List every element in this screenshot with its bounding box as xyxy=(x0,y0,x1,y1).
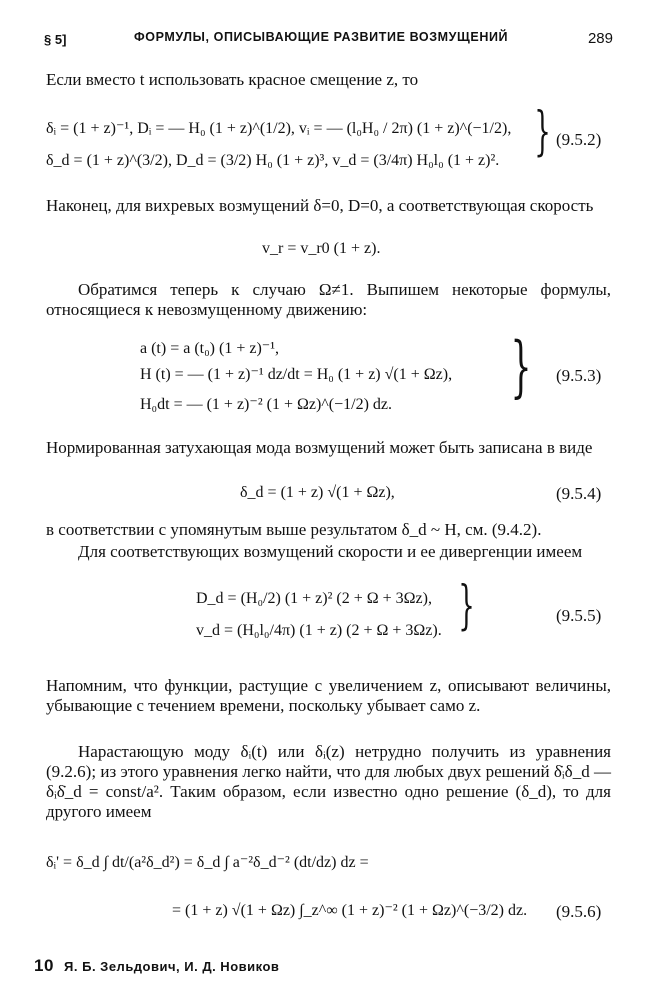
equation-number-9-5-5: (9.5.5) xyxy=(556,606,602,625)
page-number: 289 xyxy=(587,30,613,47)
equation-9-5-4: δ_d = (1 + z) √(1 + Ωz), xyxy=(240,484,395,501)
equation-9-5-3-line1: a (t) = a (t₀) (1 + z)⁻¹, xyxy=(140,340,280,357)
equation-number-9-5-6: (9.5.6) xyxy=(556,902,602,921)
paragraph-intro: Если вместо t использовать красное смещение z, то xyxy=(46,70,419,89)
paragraph-decaying-mode: Нормированная затухающая мода возмущений может быть записана в виде xyxy=(46,438,593,457)
paragraph-accordance: в соответствии с упомянутым выше результатом δ_d ~ H, см. (9.4.2). xyxy=(46,520,542,539)
equation-9-5-2-line1: δᵢ = (1 + z)⁻¹, Dᵢ = — H₀ (1 + z)^(1/2), vᵢ = — (l₀H₀ / 2π) (1 + z)^(−1/2), xyxy=(46,120,512,137)
paragraph-reminder: Напомним, что функции, растущие с увеличением z, описывают величины, убывающие с течением времени, поскольку убывает само z. xyxy=(46,676,611,715)
right-brace: } xyxy=(458,576,475,636)
paragraph-velocity: Для соответствующих возмущений скорости и ее дивергенции имеем xyxy=(78,542,583,561)
equation-9-5-6-line2: = (1 + z) √(1 + Ωz) ∫_z^∞ (1 + z)⁻² (1 + Ωz)^(−3/2) dz. xyxy=(172,902,528,919)
paragraph-vortex: Наконец, для вихревых возмущений δ=0, D=0, а соответствующая скорость xyxy=(46,196,594,215)
equation-9-5-5-line1: D_d = (H₀/2) (1 + z)² (2 + Ω + 3Ωz), xyxy=(196,590,432,607)
right-brace: } xyxy=(534,102,551,162)
right-brace: } xyxy=(510,328,532,405)
equation-9-5-3-line2: H (t) = — (1 + z)⁻¹ dz/dt = H₀ (1 + z) √(1 + Ωz), xyxy=(140,366,453,383)
equation-vr: v_r = v_r0 (1 + z). xyxy=(262,240,381,257)
signature-number: 10 xyxy=(34,956,54,975)
paragraph-omega: Обратимся теперь к случаю Ω≠1. Выпишем некоторые формулы, относящиеся к невозмущенному движению: xyxy=(46,280,611,319)
paragraph-growing-mode: Нарастающую моду δᵢ(t) или δᵢ(z) нетрудно получить из уравнения (9.2.6); из этого уравнения легко найти, что для любых двух решений δ̇ᵢδ_d — δᵢδ̇_d = const/a². Таким образом, если известно одно решение (δ_d), то для другого имеем xyxy=(46,742,611,821)
footer-signature xyxy=(34,956,279,976)
equation-9-5-5-line2: v_d = (H₀l₀/4π) (1 + z) (2 + Ω + 3Ωz). xyxy=(196,622,442,639)
chapter-title: ФОРМУЛЫ, ОПИСЫВАЮЩИЕ РАЗВИТИЕ ВОЗМУЩЕНИЙ xyxy=(134,30,509,44)
section-mark: § 5] xyxy=(44,32,67,47)
equation-9-5-3-line3: H₀dt = — (1 + z)⁻² (1 + Ωz)^(−1/2) dz. xyxy=(140,396,393,413)
equation-9-5-2-line2: δ_d = (1 + z)^(3/2), D_d = (3/2) H₀ (1 + z)³, v_d = (3/4π) H₀l₀ (1 + z)². xyxy=(46,152,500,169)
equation-number-9-5-3: (9.5.3) xyxy=(556,366,602,385)
running-header xyxy=(34,26,619,46)
equation-number-9-5-4: (9.5.4) xyxy=(556,484,602,503)
signature-authors: Я. Б. Зельдович, И. Д. Новиков xyxy=(64,959,280,974)
equation-number-9-5-2: (9.5.2) xyxy=(556,130,602,149)
equation-9-5-6-line1: δᵢ' = δ_d ∫ dt/(a²δ_d²) = δ_d ∫ a⁻²δ_d⁻² (dt/dz) dz = xyxy=(46,854,369,871)
